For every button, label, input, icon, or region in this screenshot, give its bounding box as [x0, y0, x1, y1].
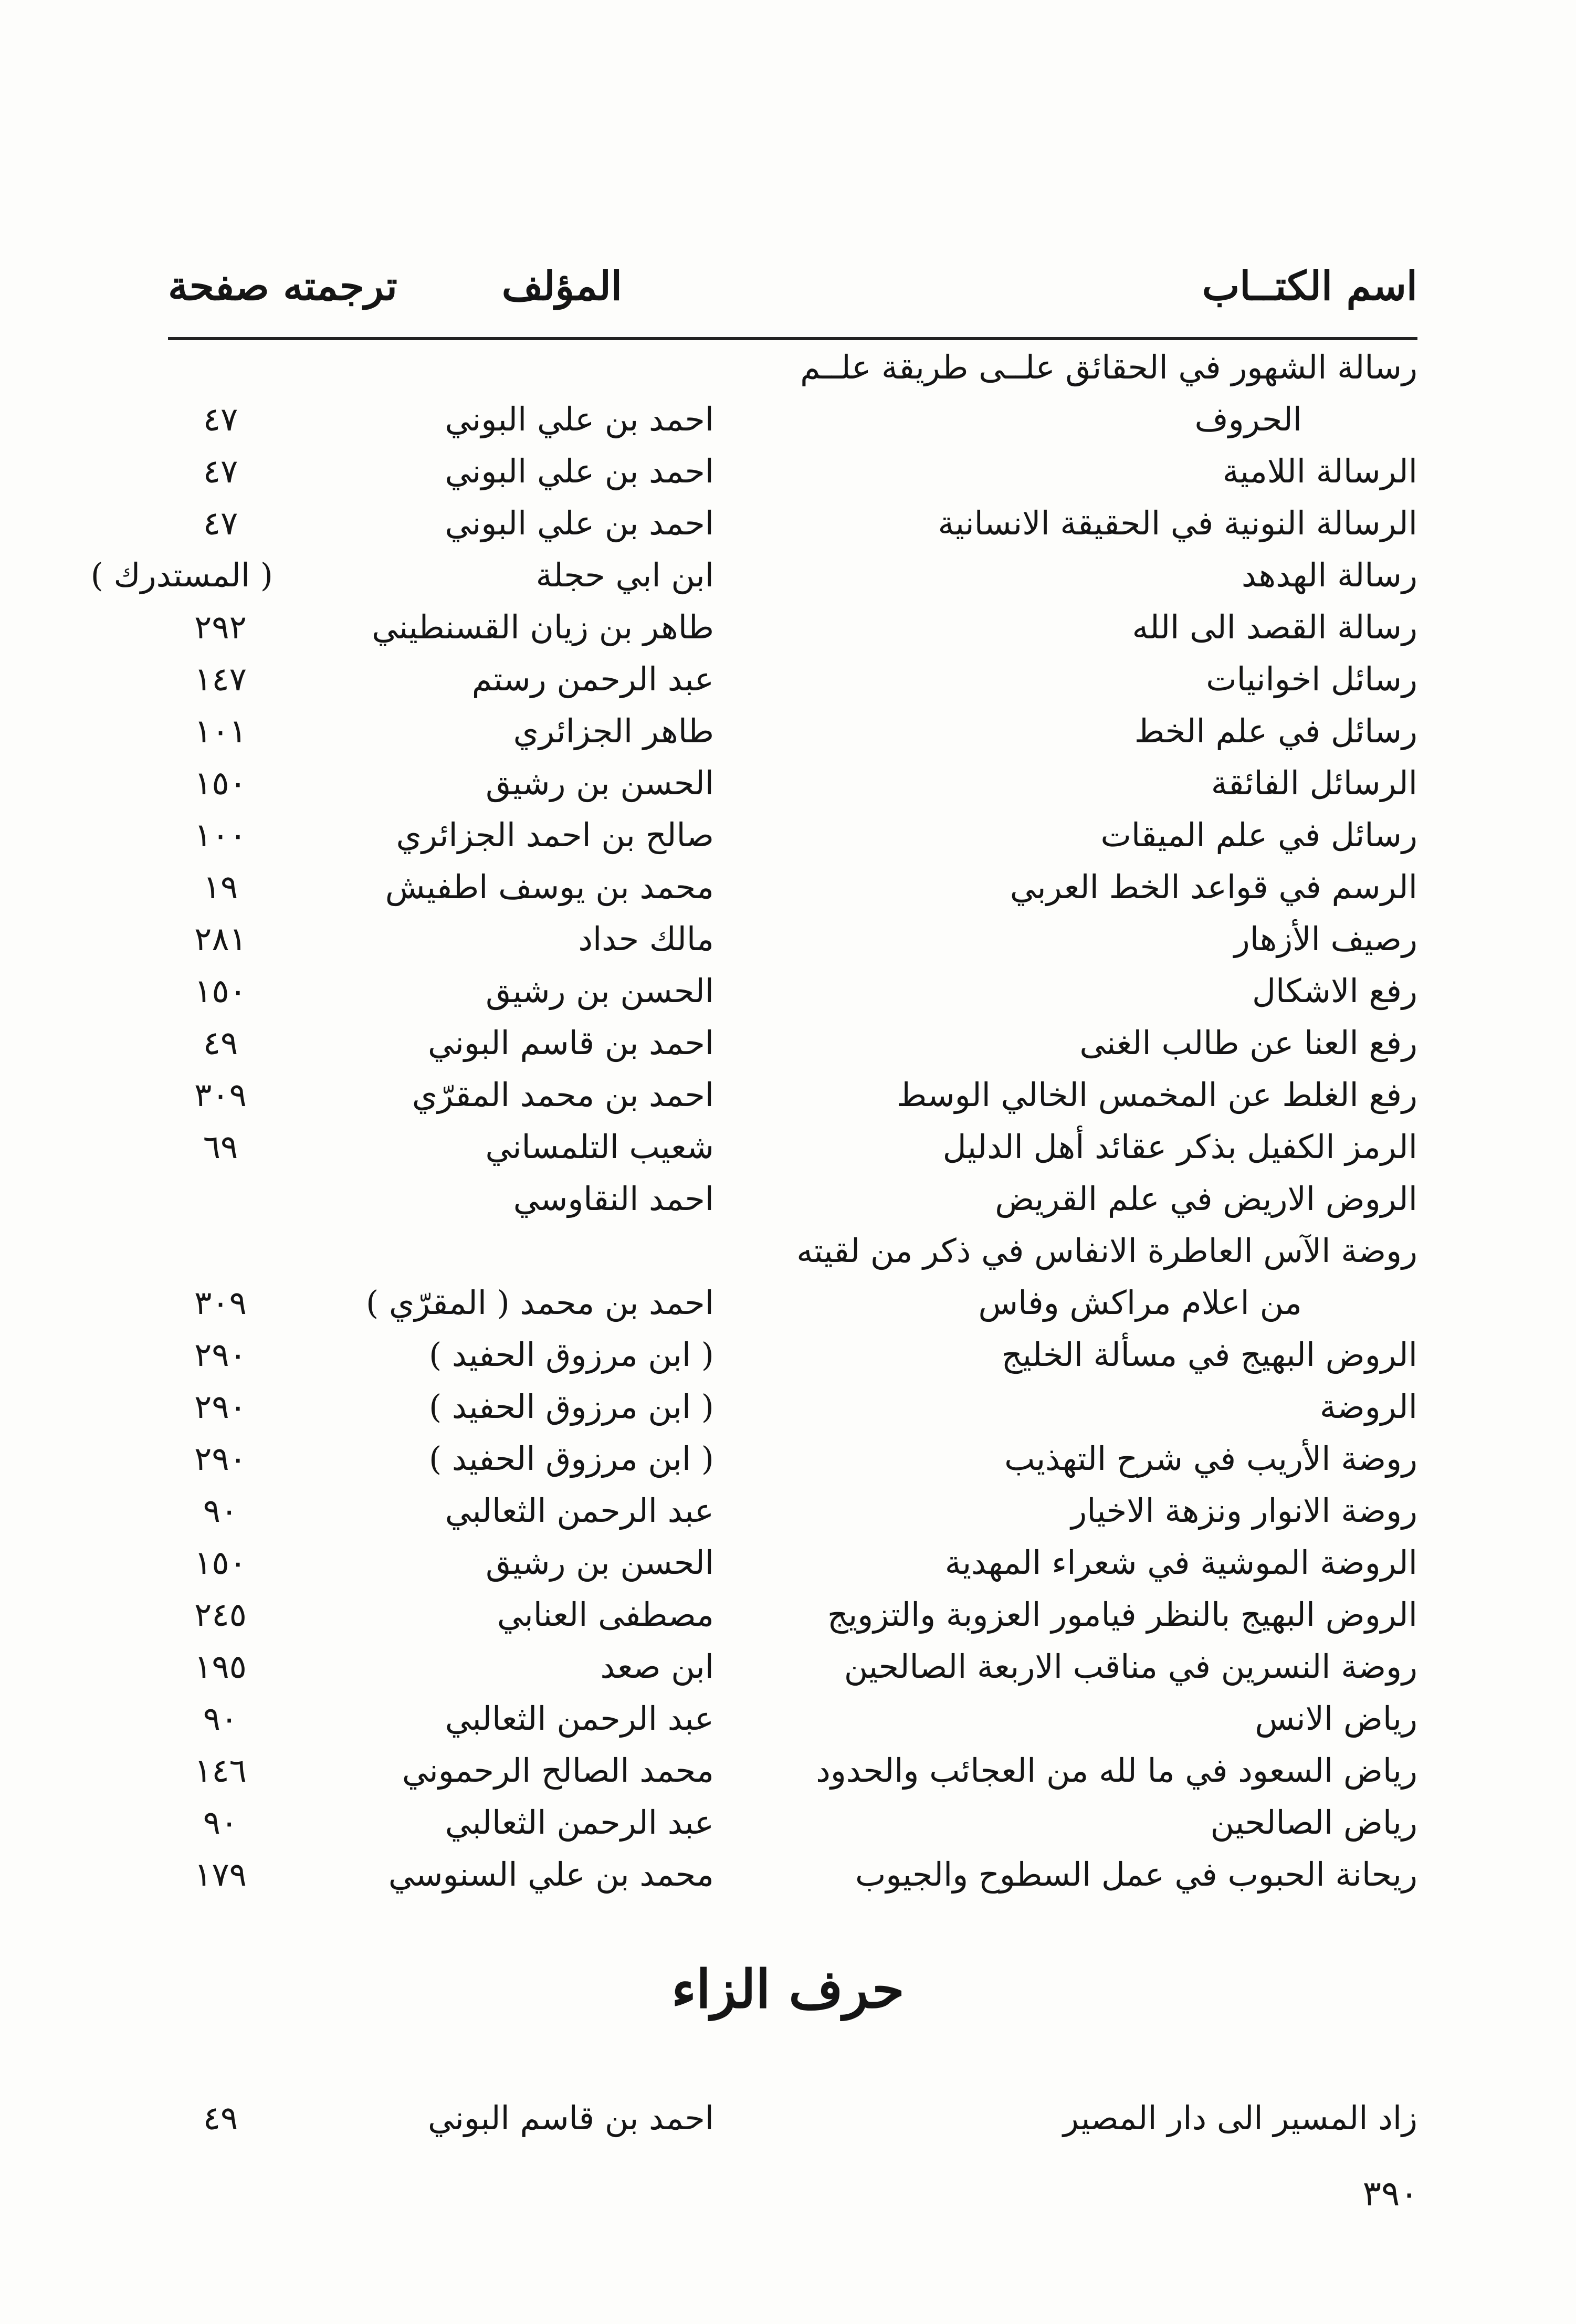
author-name: ابن صعد [600, 1647, 714, 1686]
page-ref: ٦٩ [203, 1128, 238, 1166]
page-ref: ٤٧ [203, 504, 238, 542]
page-ref: ١٥٠ [194, 764, 247, 802]
table-row [168, 705, 1417, 757]
book-title: روضة الانوار ونزهة الاخيار [1071, 1491, 1417, 1530]
table-row [168, 1796, 1417, 1848]
header-page-column: ترجمته صفحة [168, 262, 397, 309]
book-title: رسائل في علم الميقات [1100, 816, 1417, 854]
author-name: ( ابن مرزوق الحفيد ) [428, 1387, 714, 1426]
book-title: رياض الصالحين [1210, 1803, 1417, 1842]
book-title: روضة النسرين في مناقب الاربعة الصالحين [844, 1647, 1417, 1686]
table-row [168, 1692, 1417, 1744]
author-name: الحسن بن رشيق [486, 1543, 714, 1582]
table-row [168, 1641, 1417, 1692]
author-name: احمد بن علي البوني [445, 400, 714, 438]
author-name: عبد الرحمن الثعالبي [445, 1803, 714, 1842]
page-ref: ١٤٦ [194, 1751, 247, 1790]
book-title: رسائل في علم الخط [1134, 712, 1417, 750]
author-name: شعيب التلمساني [485, 1128, 714, 1166]
author-name: الحسن بن رشيق [486, 972, 714, 1010]
author-name: مصطفى العنابي [497, 1595, 714, 1634]
page-ref: ٤٧ [203, 400, 238, 438]
section-heading: حرف الزاء [671, 1958, 905, 2020]
table-row [168, 809, 1417, 861]
author-name: احمد بن قاسم البوني [427, 1024, 714, 1062]
book-title: الرمز الكفيل بذكر عقائد أهل الدليل [942, 1128, 1417, 1166]
author-name: ( ابن مرزوق الحفيد ) [428, 1335, 714, 1374]
author-name: احمد بن محمد ( المقرّي ) [366, 1284, 714, 1322]
author-name: مالك حداد [578, 920, 714, 958]
book-title: الرسالة النونية في الحقيقة الانسانية [938, 504, 1417, 542]
table-row [168, 1225, 1417, 1277]
table-row [168, 1537, 1417, 1589]
page-ref: ١٥٠ [194, 972, 247, 1010]
page-ref: ٩٠ [203, 1699, 238, 1738]
book-title: الروضة [1319, 1387, 1417, 1426]
author-name: عبد الرحمن رستم [471, 660, 714, 698]
page-ref: ٤٩ [203, 1024, 238, 1062]
book-title: رفع العنا عن طالب الغنى [1079, 1024, 1417, 1062]
author-name: الحسن بن رشيق [486, 764, 714, 802]
page-ref: ٩٠ [203, 1803, 238, 1842]
section-entries [168, 2092, 1417, 2144]
book-title: رسالة القصد الى الله [1132, 608, 1417, 646]
table-row [168, 1485, 1417, 1537]
table-row [168, 1121, 1417, 1173]
page-ref: ٣٠٩ [194, 1076, 247, 1114]
page-ref: ٢٩٠ [194, 1439, 247, 1478]
book-title: الرسائل الفائقة [1211, 764, 1417, 802]
author-name: محمد الصالح الرحموني [402, 1751, 714, 1790]
page-ref: ٩٠ [203, 1491, 238, 1530]
table-row [168, 1848, 1417, 1900]
header-rule [168, 337, 1417, 340]
page-ref: ٣٠٩ [194, 1284, 247, 1322]
book-title: روضة الأريب في شرح التهذيب [1004, 1439, 1417, 1478]
book-title: الروض البهيج في مسألة الخليج [1001, 1335, 1417, 1374]
author-name: ( ابن مرزوق الحفيد ) [428, 1439, 714, 1478]
book-title: رفع الاشكال [1252, 972, 1417, 1010]
table-row [168, 1589, 1417, 1641]
page-ref: ٢٨١ [194, 920, 247, 958]
table-row [90, 549, 1417, 601]
author-name: احمد بن محمد المقرّي [412, 1076, 714, 1114]
page-ref: ١٠١ [194, 712, 247, 750]
book-title: رسالة الشهور في الحقائق علــى طريقة علــم [800, 348, 1417, 386]
table-row [168, 1173, 1417, 1225]
author-name: احمد بن علي البوني [445, 504, 714, 542]
table-row [168, 965, 1417, 1017]
table-row [168, 497, 1417, 549]
book-title: ريحانة الحبوب في عمل السطوح والجيوب [855, 1855, 1417, 1894]
book-title: رفع الغلط عن المخمس الخالي الوسط [896, 1076, 1417, 1114]
book-title: رسائل اخوانيات [1206, 660, 1417, 698]
page-ref: ١٧٩ [194, 1855, 247, 1894]
book-title: رياض السعود في ما لله من العجائب والحدود [816, 1751, 1417, 1790]
table-row [168, 1381, 1417, 1433]
book-title: الروضة الموشية في شعراء المهدية [944, 1543, 1417, 1582]
author-name: احمد بن علي البوني [445, 452, 714, 490]
page-ref: ٤٩ [203, 2099, 238, 2137]
page-ref: ١٠٠ [194, 816, 247, 854]
author-name: طاهر الجزائري [513, 712, 714, 750]
author-name: عبد الرحمن الثعالبي [445, 1699, 714, 1738]
table-row [168, 1329, 1417, 1381]
book-title: رسالة الهدهد [1241, 556, 1417, 594]
header-title-column: اسم الكتــاب [1202, 262, 1417, 309]
table-row [168, 1017, 1417, 1069]
table-row [168, 861, 1417, 913]
table-row [168, 1433, 1417, 1485]
table-row [168, 445, 1417, 497]
author-name: عبد الرحمن الثعالبي [445, 1491, 714, 1530]
table-row [168, 757, 1417, 809]
book-title: الرسالة اللامية [1222, 452, 1417, 490]
page-ref: ١٤٧ [194, 660, 247, 698]
book-title: رصيف الأزهار [1234, 920, 1417, 958]
table-row [168, 1069, 1417, 1121]
page-ref: ( المستدرك ) [90, 556, 273, 594]
author-name: صالح بن احمد الجزائري [396, 816, 714, 854]
book-title: من اعلام مراكش وفاس [978, 1284, 1302, 1322]
page-ref: ٢٩٠ [194, 1387, 247, 1426]
header-author-column: المؤلف [501, 262, 622, 309]
book-title: رياض الانس [1255, 1699, 1417, 1738]
page-ref: ١٩٥ [194, 1647, 247, 1686]
author-name: محمد بن علي السنوسي [388, 1855, 714, 1894]
table-header [168, 262, 1417, 320]
book-title: روضة الآس العاطرة الانفاس في ذكر من لقيته [796, 1232, 1417, 1270]
book-title: الروض الاريض في علم القريض [995, 1180, 1417, 1218]
page-ref: ٢٤٥ [194, 1595, 247, 1634]
author-name: ابن ابي حجلة [535, 556, 714, 594]
table-row [168, 2092, 1417, 2144]
book-title: زاد المسير الى دار المصير [1063, 2099, 1417, 2137]
author-name: احمد بن قاسم البوني [427, 2099, 714, 2137]
book-title: الروض البهيج بالنظر فيامور العزوبة والتزويج [827, 1595, 1417, 1634]
page-ref: ٤٧ [203, 452, 238, 490]
table-row [168, 913, 1417, 965]
table-row [168, 341, 1417, 393]
author-name: محمد بن يوسف اطفيش [385, 868, 714, 906]
table-row [168, 1277, 1417, 1329]
page-ref: ١٩ [203, 868, 238, 906]
table-row [168, 601, 1417, 653]
page-ref: ١٥٠ [194, 1543, 247, 1582]
entries-table [90, 341, 1417, 1900]
book-title: الحروف [1194, 400, 1302, 438]
book-title: الرسم في قواعد الخط العربي [1010, 868, 1417, 906]
page-number: ٣٩٠ [1362, 2173, 1419, 2214]
page-ref: ٢٩٢ [194, 608, 247, 646]
table-row [168, 393, 1417, 445]
author-name: طاهر بن زيان القسنطيني [372, 608, 714, 646]
table-row [168, 1744, 1417, 1796]
table-row [168, 653, 1417, 705]
page-ref: ٢٩٠ [194, 1335, 247, 1374]
author-name: احمد النقاوسي [513, 1180, 714, 1218]
